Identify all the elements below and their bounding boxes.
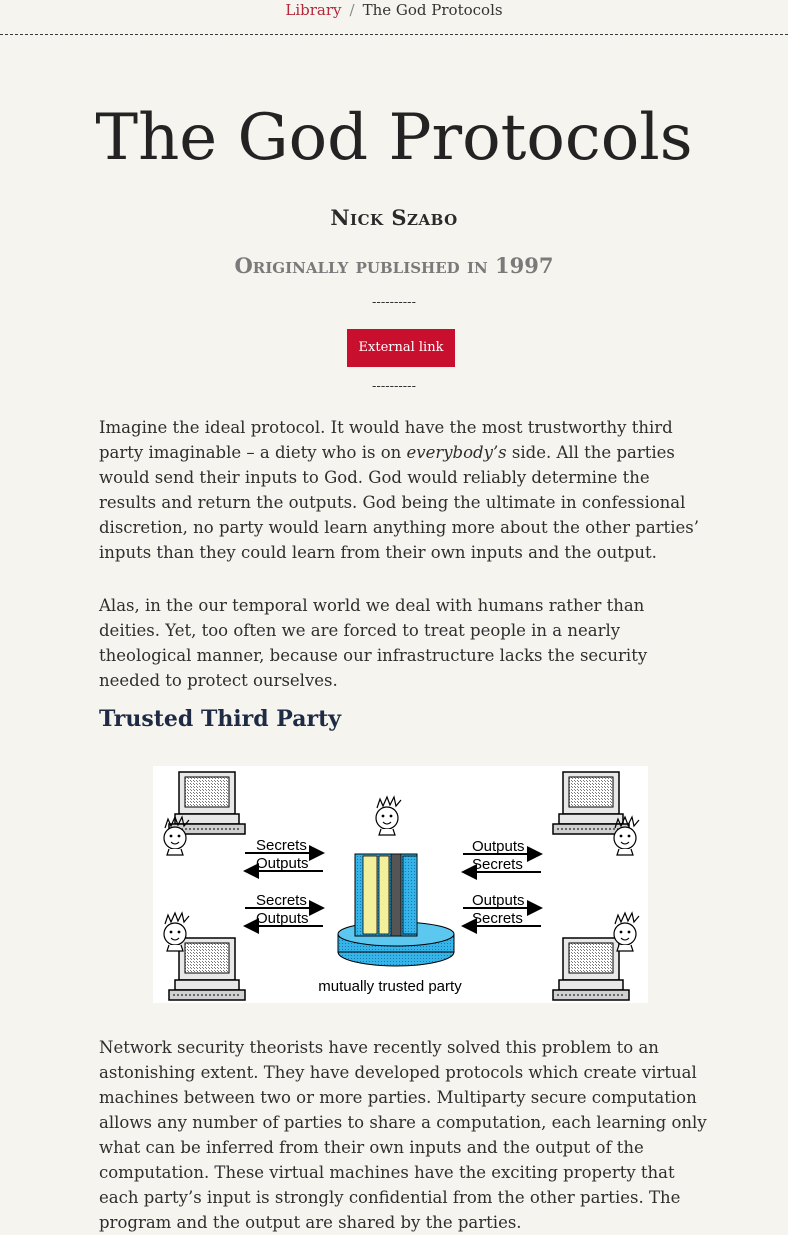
breadcrumb-library-link[interactable]: Library [285,1,342,19]
label-right-top-secrets: Secrets [472,856,523,873]
author-name: Nick Szabo [330,205,458,230]
section-heading-trusted-third-party: Trusted Third Party [99,706,342,732]
label-left-top-outputs: Outputs [256,855,309,872]
paragraph-network-security: Network security theorists have recently solved this problem to an astonishing extent. They have developed protocols which create virtual machines between two or more parties. Multiparty secure computation allows any number of parties to share a computation, each learning only what can be inferred from their own inputs and the output of the computation. These virtual machines have the exciting property that each party’s input is strongly confidential from the other parties. The program and the output are shared by the parties. [99,1038,707,1232]
label-left-top-secrets: Secrets [256,837,307,854]
mainframe-icon [338,854,454,966]
diagram-caption: mutually trusted party [318,978,462,995]
external-link-button[interactable]: External link [347,329,455,367]
right-top-arrows [463,838,541,873]
trusted-party-face-icon [376,797,401,835]
divider-top: ---------- [372,295,416,310]
right-bottom-arrows [463,892,541,927]
left-bottom-arrows [245,892,323,927]
computer-top-right-icon [553,772,639,855]
paragraph-intro-part1: Imagine the ideal protocol. It would have the most trustworthy third party imaginable – a diety who is on [99,418,673,462]
breadcrumb [0,0,788,35]
page-title: The God Protocols [95,101,693,175]
label-left-bottom-secrets: Secrets [256,892,307,909]
computer-top-left-icon [164,772,245,855]
publication-note: Originally published in 1997 [234,253,554,278]
divider-bottom: ---------- [372,379,416,394]
paragraph-intro [99,415,709,565]
label-right-top-outputs: Outputs [472,838,525,855]
paragraph-alas: Alas, in the our temporal world we deal with humans rather than deities. Yet, too often we are forced to treat people in a nearly theological manner, because our infrastructure lacks the security needed to protect ourselves. [99,596,648,690]
paragraph-intro-part2: side. All the parties would send their inputs to God. God would reliably determine the results and return the outputs. God being the ultimate in confessional discretion, no party would learn anything more about the other parties’ inputs than they could learn from their own inputs and the output. [99,443,699,562]
breadcrumb-current: The God Protocols [362,1,503,19]
label-right-bottom-secrets: Secrets [472,910,523,927]
computer-bottom-left-icon [164,913,245,1000]
left-top-arrows [245,837,323,872]
trusted-third-party-diagram [153,766,648,1003]
paragraph-intro-emphasis: everybody’s [406,443,507,462]
computer-bottom-right-icon [553,913,639,1000]
label-right-bottom-outputs: Outputs [472,892,525,909]
breadcrumb-separator: / [349,1,355,19]
label-left-bottom-outputs: Outputs [256,910,309,927]
